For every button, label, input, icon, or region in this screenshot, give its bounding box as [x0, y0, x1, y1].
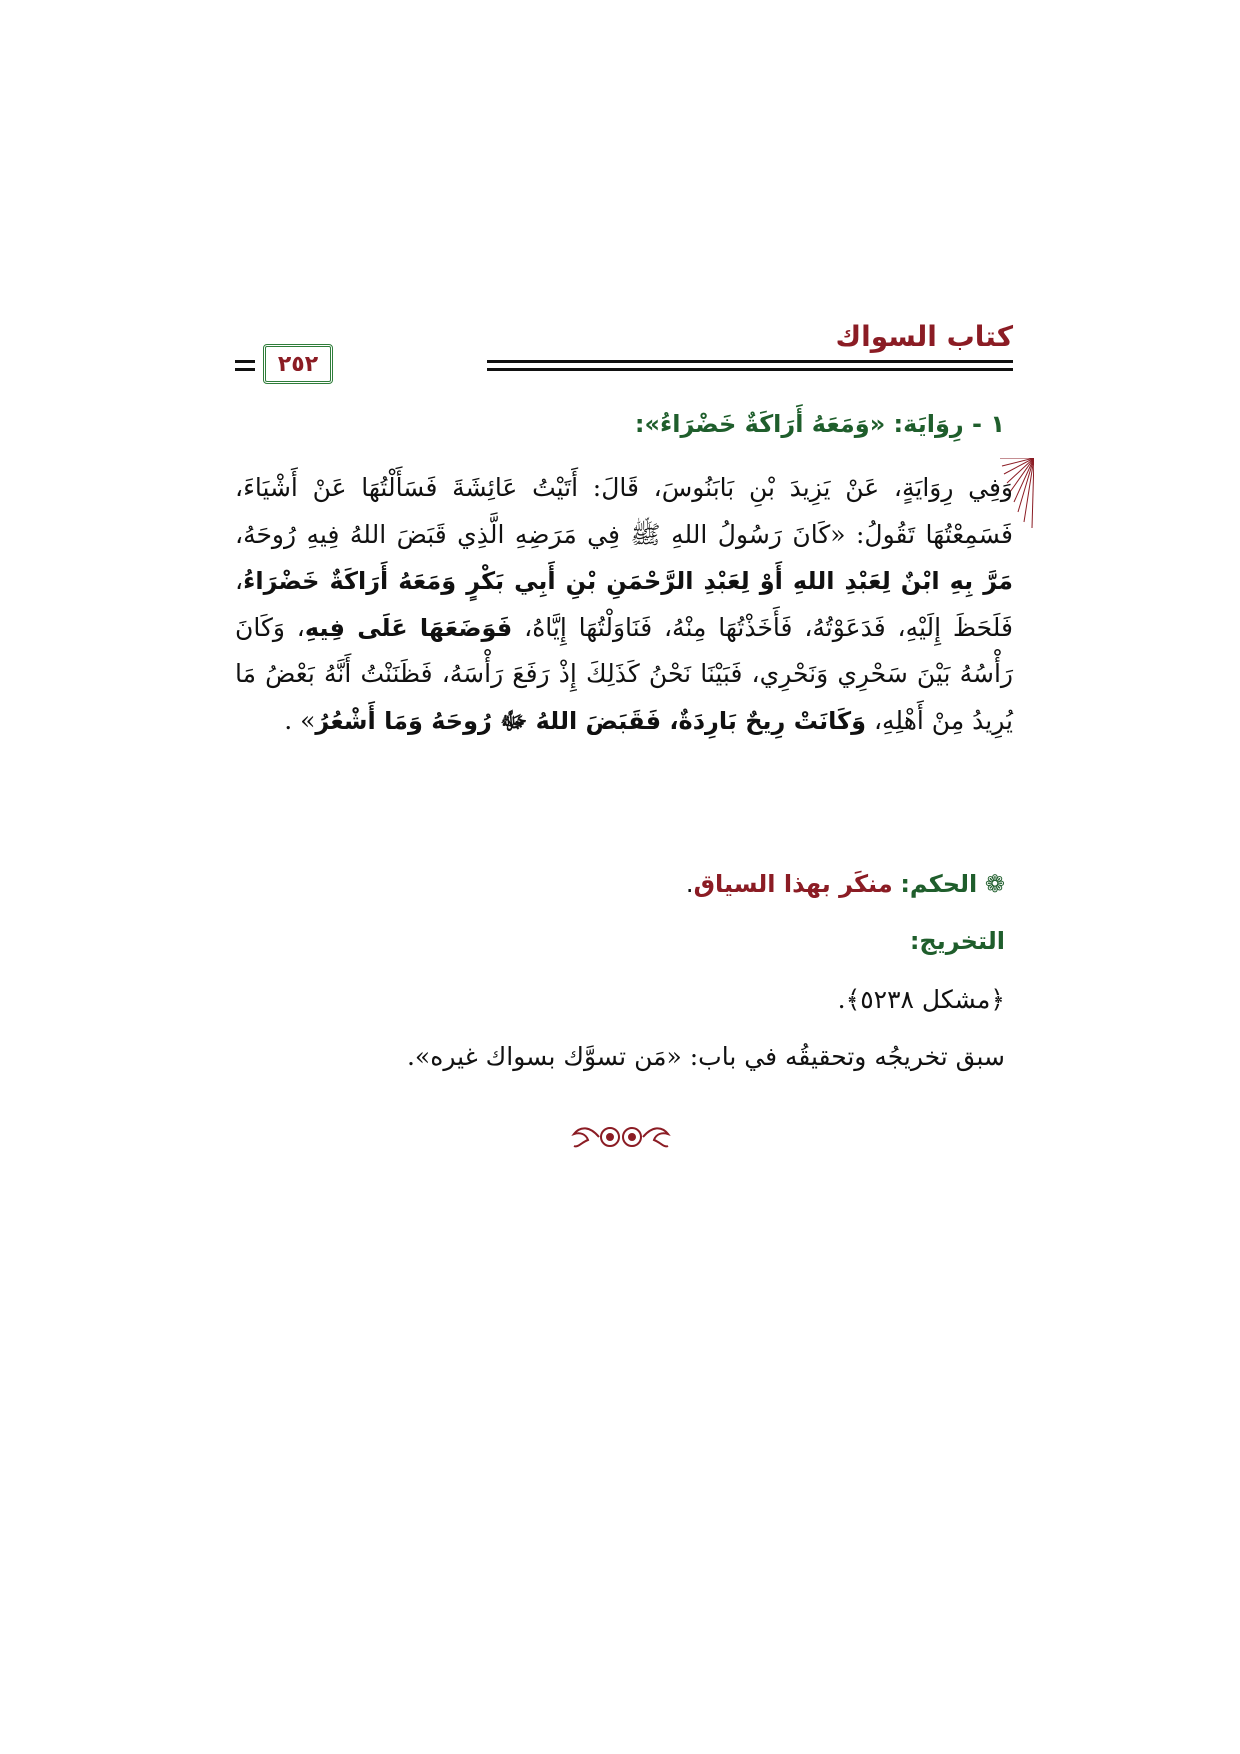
page-header — [235, 310, 1013, 390]
ruling-value: منكَر بهذا السياق — [693, 870, 893, 898]
hadith-text-part: ، وَكَانَ رَأْسُهُ بَيْنَ سَحْرِي وَنَحْرِي، فَبَيْنَا نَحْنُ كَذَلِكَ إِذْ رَفَعَ رَأْسَهُ، فَظَنَنْتُ أَنَّهُ بَعْضُ مَا يُرِيدُ مِنْ أَهْلِهِ، — [235, 612, 1013, 735]
page-number: ٢٥٢ — [263, 344, 333, 384]
section-heading: ١ - رِوَايَة: «وَمَعَهُ أَرَاكَةٌ خَضْرَاءُ»: — [634, 410, 1005, 438]
takhrij-reference: ﴿مشكل ٥٢٣٨﴾. — [837, 985, 1005, 1014]
takhrij-note: سبق تخريجُه وتحقيقُه في باب: «مَن تسوَّك بسواك غيره». — [406, 1042, 1005, 1071]
ruling-line — [686, 870, 1005, 898]
header-rule — [235, 368, 255, 371]
header-rule — [487, 368, 1013, 371]
hadith-text — [235, 465, 1013, 744]
hadith-emphasis: فَوَضَعَهَا عَلَى فِيهِ — [304, 613, 513, 642]
ornament-icon — [566, 1120, 676, 1154]
hadith-emphasis: مَرَّ بِهِ ابْنٌ لِعَبْدِ اللهِ أَوْ لِعَبْدِ الرَّحْمَنِ بْنِ أَبِي بَكْرٍ وَمَعَهُ أَرَاكَةٌ خَضْرَاءُ — [243, 567, 1013, 595]
takhrij-title: التخريج: — [909, 927, 1005, 955]
hadith-text-part: ، فَلَحَظَ إِلَيْهِ، فَدَعَوْتُهُ، فَأَخَذْتُهَا مِنْهُ، فَنَاوَلْتُهَا إِيَّاهُ، — [235, 566, 1014, 642]
hadith-text-part: » . — [284, 705, 316, 735]
hadith-text-part: وَفِي رِوَايَةٍ، عَنْ يَزِيدَ بْنِ بَابَنُوسَ، قَالَ: أَتَيْتُ عَائِشَةَ فَسَأَلْتُهَا عَنْ أَشْيَاءَ، فَسَمِعْتُهَا تَقُولُ: «كَانَ رَسُولُ اللهِ ﷺ فِي مَرَضِهِ الَّذِي قَبَضَ اللهُ فِيهِ رُوحَهُ، — [235, 473, 1013, 549]
ruling-label: الحكم: — [900, 870, 978, 898]
hadith-emphasis: وَكَانَتْ رِيحٌ بَارِدَةٌ، فَقَبَضَ اللهُ ﷻ رُوحَهُ وَمَا أَشْعُرُ — [315, 706, 867, 735]
ruling-end: . — [685, 870, 694, 898]
header-rule — [235, 360, 255, 363]
header-rule — [487, 360, 1013, 363]
book-title: كتاب السواك — [835, 320, 1013, 353]
flower-icon: ❁ — [984, 870, 1005, 898]
